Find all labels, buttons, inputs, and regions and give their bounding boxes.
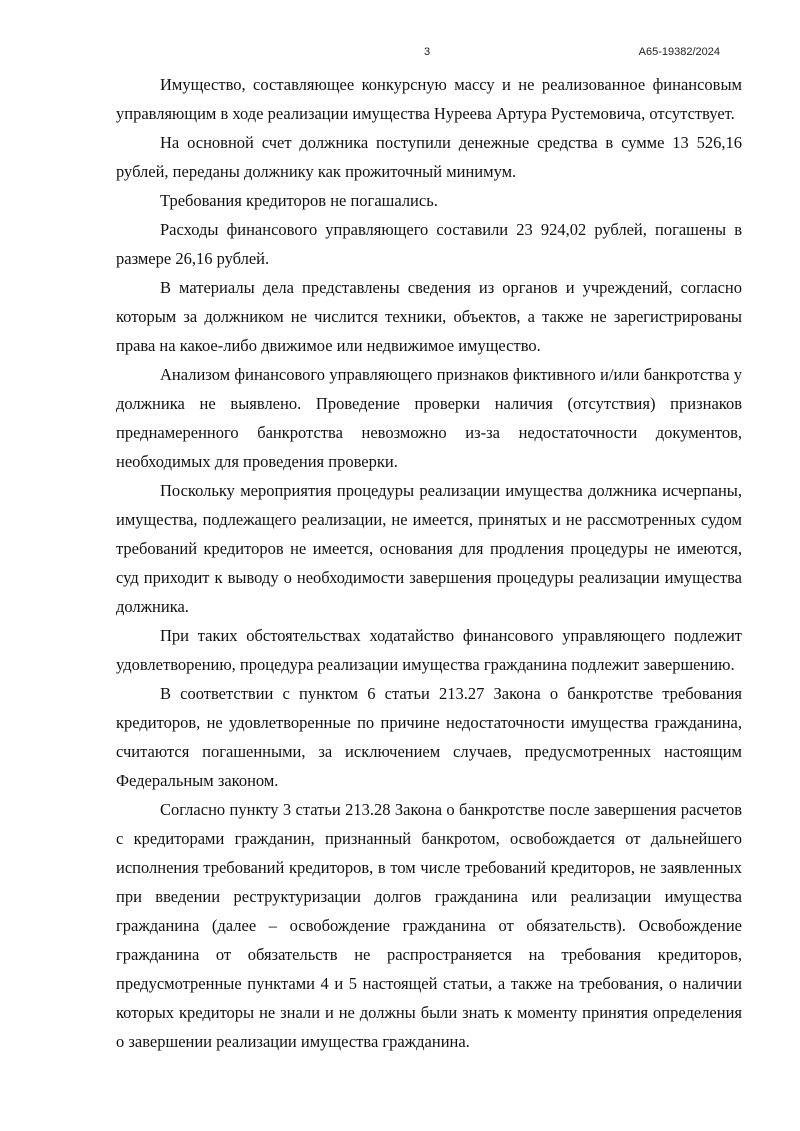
page-number: 3 <box>424 46 431 58</box>
paragraph-bankruptcy-analysis: Анализом финансового управляющего признаков фиктивного и/или банкротства у должника не выявлено. Проведение проверки наличия (отсутствия) признаков преднамеренного банкротства невозможно из-за недостаточности документов, необходимых для проведения проверки. <box>116 365 742 471</box>
paragraph-account-funds: На основной счет должника поступили денежные средства в сумме 13 526,16 рублей, переданы должнику как прожиточный минимум. <box>116 133 742 181</box>
paragraph-property-absent: Имущество, составляющее конкурсную массу и не реализованное финансовым управляющим в ходе реализации имущества Нуреева Артура Рустемовича, отсутствует. <box>116 75 742 123</box>
paragraph-court-conclusion: Поскольку мероприятия процедуры реализации имущества должника исчерпаны, имущества, подлежащего реализации, не имеется, принятых и не рассмотренных судом требований кредиторов не имеется, основания для продления процедуры не имеются, суд приходит к выводу о необходимости завершения процедуры реализации имущества должника. <box>116 481 742 616</box>
paragraph-motion-granted: При таких обстоятельствах ходатайство финансового управляющего подлежит удовлетворению, процедура реализации имущества гражданина подлежит завершению. <box>116 626 742 674</box>
case-number: А65-19382/2024 <box>638 46 720 58</box>
paragraph-article-213-28: Согласно пункту 3 статьи 213.28 Закона о банкротстве после завершения расчетов с кредиторами гражданин, признанный банкротом, освобождается от дальнейшего исполнения требований кредиторов, в том числе требований кредиторов, не заявленных при введении реструктуризации долгов гражданина или реализации имущества гражданина (далее – освобождение гражданина от обязательств). Освобождение гражданина от обязательств не распространяется на требования кредиторов, предусмотренные пунктами 4 и 5 настоящей статьи, а также на требования, о наличии которых кредиторы не знали и не должны были знать к моменту принятия определения о завершении реализации имущества гражданина. <box>116 800 742 1051</box>
document-body <box>116 70 742 1056</box>
paragraph-claims-not-paid: Требования кредиторов не погашались. <box>160 191 438 210</box>
paragraph-manager-expenses: Расходы финансового управляющего составили 23 924,02 рублей, погашены в размере 26,16 рублей. <box>116 220 742 268</box>
paragraph-article-213-27: В соответствии с пунктом 6 статьи 213.27 Закона о банкротстве требования кредиторов, не удовлетворенные по причине недостаточности имущества гражданина, считаются погашенными, за исключением случаев, предусмотренных настоящим Федеральным законом. <box>116 684 742 790</box>
paragraph-case-materials: В материалы дела представлены сведения из органов и учреждений, согласно которым за должником не числится техники, объектов, а также не зарегистрированы права на какое-либо движимое или недвижимое имущество. <box>116 278 742 355</box>
